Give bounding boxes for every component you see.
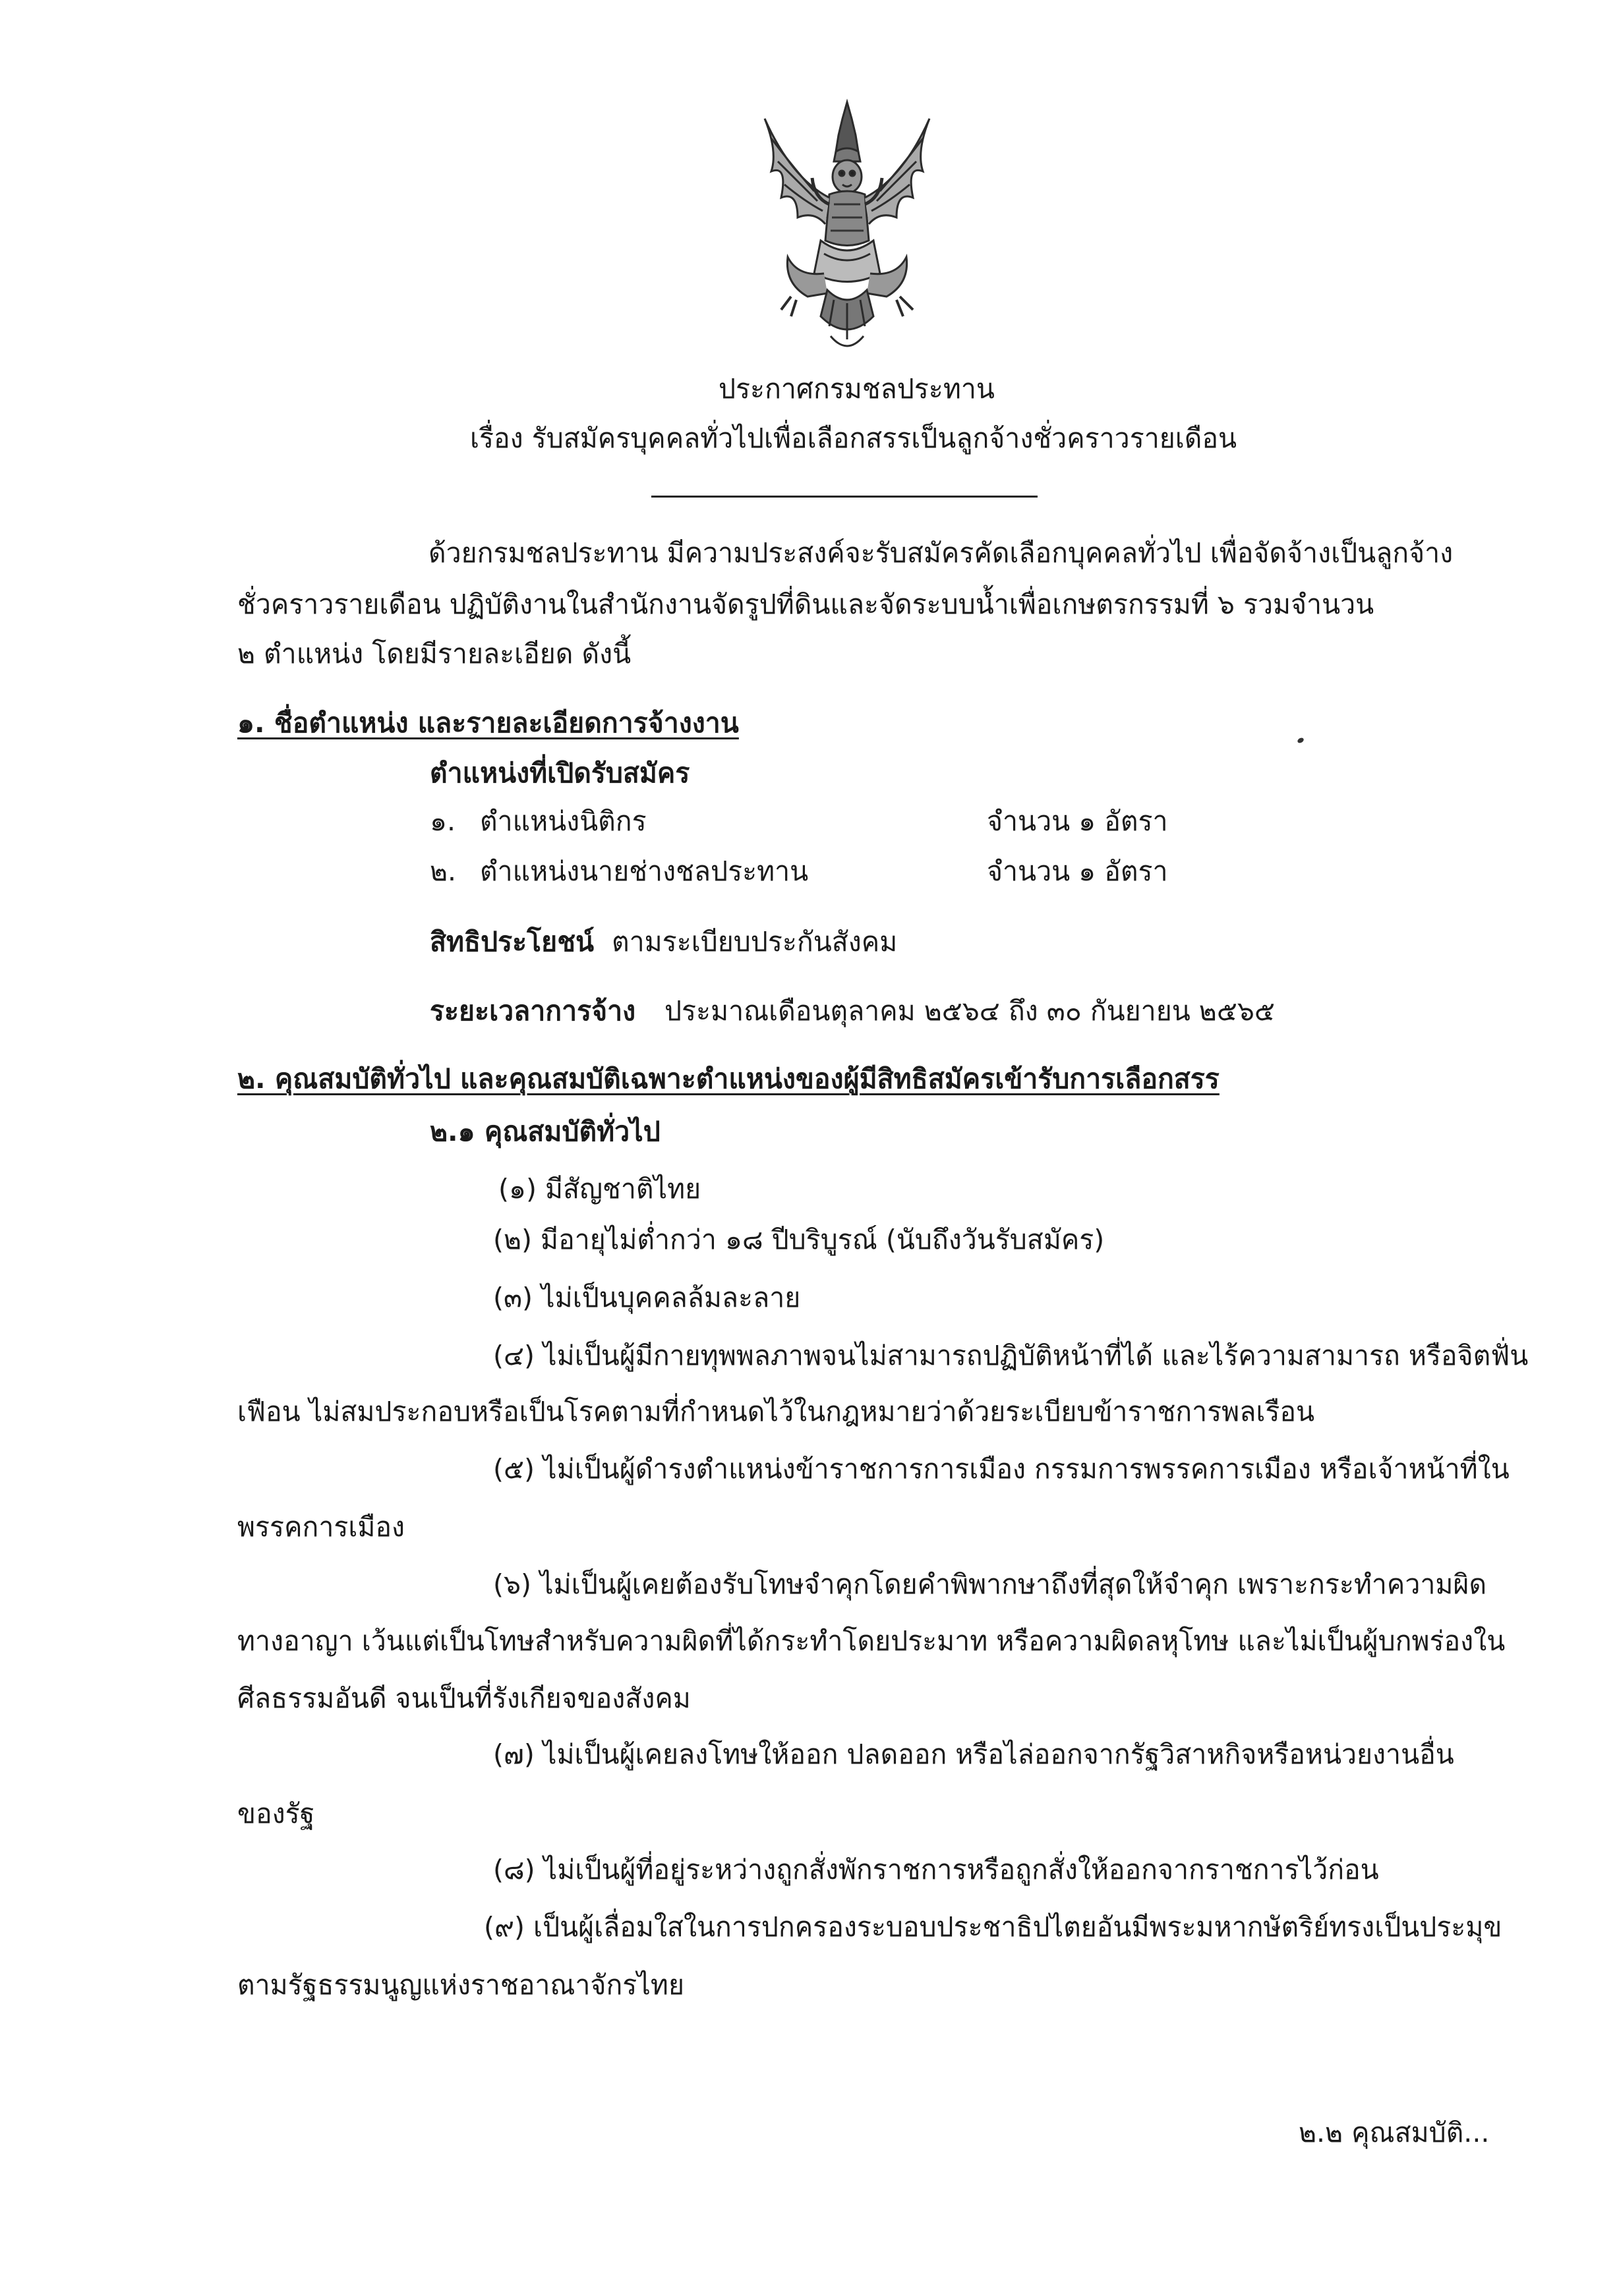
intro-line-1: ด้วยกรมชลประทาน มีความประสงค์จะรับสมัครคัดเลือกบุคคลทั่วไป เพื่อจัดจ้างเป็นลูกจ้าง [428, 537, 1454, 569]
qualification-item-cont: พรรคการเมือง [237, 1511, 405, 1543]
benefit-value: ตามระเบียบประกันสังคม [612, 926, 898, 958]
qualification-item-cont: ศีลธรรมอันดี จนเป็นที่รังเกียจของสังคม [237, 1682, 691, 1714]
section2-heading: ๒. คุณสมบัติทั่วไป และคุณสมบัติเฉพาะตำแหน่งของผู้มีสิทธิสมัครเข้ารับการเลือกสรร [237, 1063, 1220, 1095]
qualification-item-cont: เฟือน ไม่สมประกอบหรือเป็นโรคตามที่กำหนดไว้ในกฎหมายว่าด้วยระเบียบข้าราชการพลเรือน [237, 1396, 1315, 1427]
qualification-item: (๒) มีอายุไม่ต่ำกว่า ๑๘ ปีบริบูรณ์ (นับถึงวันรับสมัคร) [493, 1224, 1105, 1255]
qualification-item: (๕) ไม่เป็นผู้ดำรงตำแหน่งข้าราชการการเมือง กรรมการพรรคการเมือง หรือเจ้าหน้าที่ใน [493, 1453, 1510, 1485]
qualification-item: (๑) มีสัญชาติไทย [498, 1173, 701, 1205]
position-1-name: ตำแหน่งนิติกร [480, 805, 647, 837]
qualification-item-cont: ตามรัฐธรรมนูญแห่งราชอาณาจักรไทย [237, 1969, 684, 2001]
position-2-number: ๒. [430, 855, 457, 887]
qualification-item-cont: ทางอาญา เว้นแต่เป็นโทษสำหรับความผิดที่ได้กระทำโดยประมาท หรือความผิดลหุโทษ และไม่เป็นผู้บกพร่องใน [237, 1625, 1506, 1657]
page-continuation: ๒.๒ คุณสมบัติ... [1299, 2117, 1490, 2148]
qualification-item-cont: ของรัฐ [237, 1798, 315, 1829]
qualification-item: (๘) ไม่เป็นผู้ที่อยู่ระหว่างถูกสั่งพักราชการหรือถูกสั่งให้ออกจากราชการไว้ก่อน [493, 1854, 1379, 1885]
qualification-item: (๓) ไม่เป็นบุคคลล้มละลาย [493, 1282, 801, 1313]
header-divider [651, 496, 1038, 498]
intro-line-3: ๒ ตำแหน่ง โดยมีรายละเอียด ดังนี้ [237, 638, 632, 670]
announcement-title: ประกาศกรมชลประทาน [719, 373, 995, 405]
position-1-number: ๑. [430, 805, 456, 837]
section1-heading: ๑. ชื่อตำแหน่ง และรายละเอียดการจ้างงาน [237, 707, 739, 739]
qualification-item: (๖) ไม่เป็นผู้เคยต้องรับโทษจำคุกโดยคำพิพากษาถึงที่สุดให้จำคุก เพราะกระทำความผิด [493, 1568, 1487, 1600]
stray-mark [1297, 737, 1305, 744]
position-2-name: ตำแหน่งนายช่างชลประทาน [480, 855, 809, 887]
qualification-item: (๙) เป็นผู้เลื่อมใสในการปกครองระบอบประชาธิปไตยอันมีพระมหากษัตริย์ทรงเป็นประมุข [484, 1911, 1502, 1943]
benefit-label: สิทธิประโยชน์ [430, 926, 595, 958]
qualification-item: (๔) ไม่เป็นผู้มีกายทุพพลภาพจนไม่สามารถปฏิบัติหน้าที่ได้ และไร้ความสามารถ หรือจิตฟั่น [493, 1340, 1529, 1371]
section2-1-heading: ๒.๑ คุณสมบัติทั่วไป [430, 1116, 661, 1147]
period-value: ประมาณเดือนตุลาคม ๒๕๖๔ ถึง ๓๐ กันยายน ๒๕๖๕ [664, 995, 1275, 1027]
position-1-count: จำนวน ๑ อัตรา [987, 805, 1168, 837]
positions-heading: ตำแหน่งที่เปิดรับสมัคร [430, 757, 690, 789]
position-2-count: จำนวน ๑ อัตรา [987, 855, 1168, 887]
qualification-item: (๗) ไม่เป็นผู้เคยลงโทษให้ออก ปลดออก หรือไล่ออกจากรัฐวิสาหกิจหรือหน่วยงานอื่น [493, 1738, 1454, 1770]
garuda-emblem-icon [751, 99, 943, 362]
announcement-subject: เรื่อง รับสมัครบุคคลทั่วไปเพื่อเลือกสรรเป็นลูกจ้างชั่วคราวรายเดือน [470, 422, 1237, 454]
intro-line-2: ชั่วคราวรายเดือน ปฏิบัติงานในสำนักงานจัดรูปที่ดินและจัดระบบน้ำเพื่อเกษตรกรรมที่ ๖ รวมจำนวน [237, 588, 1374, 620]
period-label: ระยะเวลาการจ้าง [430, 995, 636, 1027]
